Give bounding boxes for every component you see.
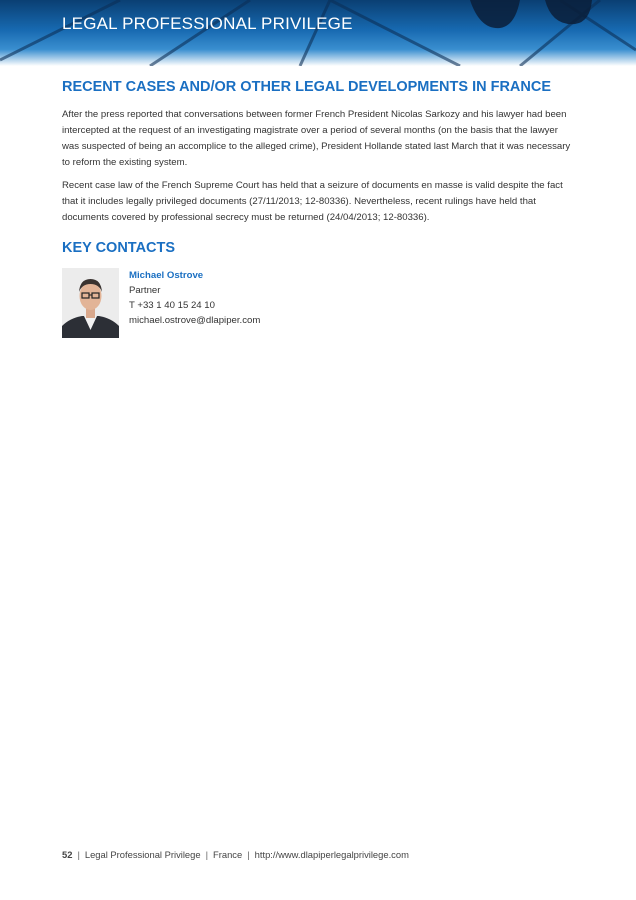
header-banner: [0, 0, 636, 66]
footer-separator: |: [247, 849, 250, 860]
contact-details: [129, 268, 260, 328]
contact-photo: [62, 268, 119, 338]
paragraph-2: Recent case law of the French Supreme Court has held that a seizure of documents en masse is valid despite the fact that it includes legally privileged documents (27/11/2013; 12-80336). Nevertheless, recent rulings have held that documents covered by professional secrecy must be returned (24/04/2013; 12-80336).: [62, 180, 563, 223]
footer-country: France: [213, 849, 243, 860]
footer-publication: Legal Professional Privilege: [84, 849, 201, 860]
header-title: LEGAL PROFESSIONAL PRIVILEGE: [62, 14, 353, 33]
contact-role: Partner: [129, 285, 161, 296]
footer-separator: |: [77, 849, 80, 860]
page-number: 52: [62, 849, 73, 860]
contact-phone: T +33 1 40 15 24 10: [129, 300, 215, 311]
paragraph-1: After the press reported that conversations between former French President Nicolas Sarkozy and his lawyer had been intercepted at the request of an investigating magistrate over a period of several months (on the basis that the lawyer was suspected of being an accomplice to the alleged crime), President Hollande stated last March that it was necessary to reform the existing system.: [62, 109, 571, 168]
footer-separator: |: [205, 849, 209, 860]
recent-developments-heading: RECENT CASES AND/OR OTHER LEGAL DEVELOPMENTS IN FRANCE: [62, 79, 552, 95]
contact-email[interactable]: michael.ostrove@dlapiper.com: [129, 315, 261, 326]
key-contacts-heading: KEY CONTACTS: [62, 240, 176, 256]
page-footer: [62, 849, 409, 860]
footer-url[interactable]: http://www.dlapiperlegalprivilege.com: [254, 849, 409, 860]
contact-name: Michael Ostrove: [129, 270, 204, 281]
